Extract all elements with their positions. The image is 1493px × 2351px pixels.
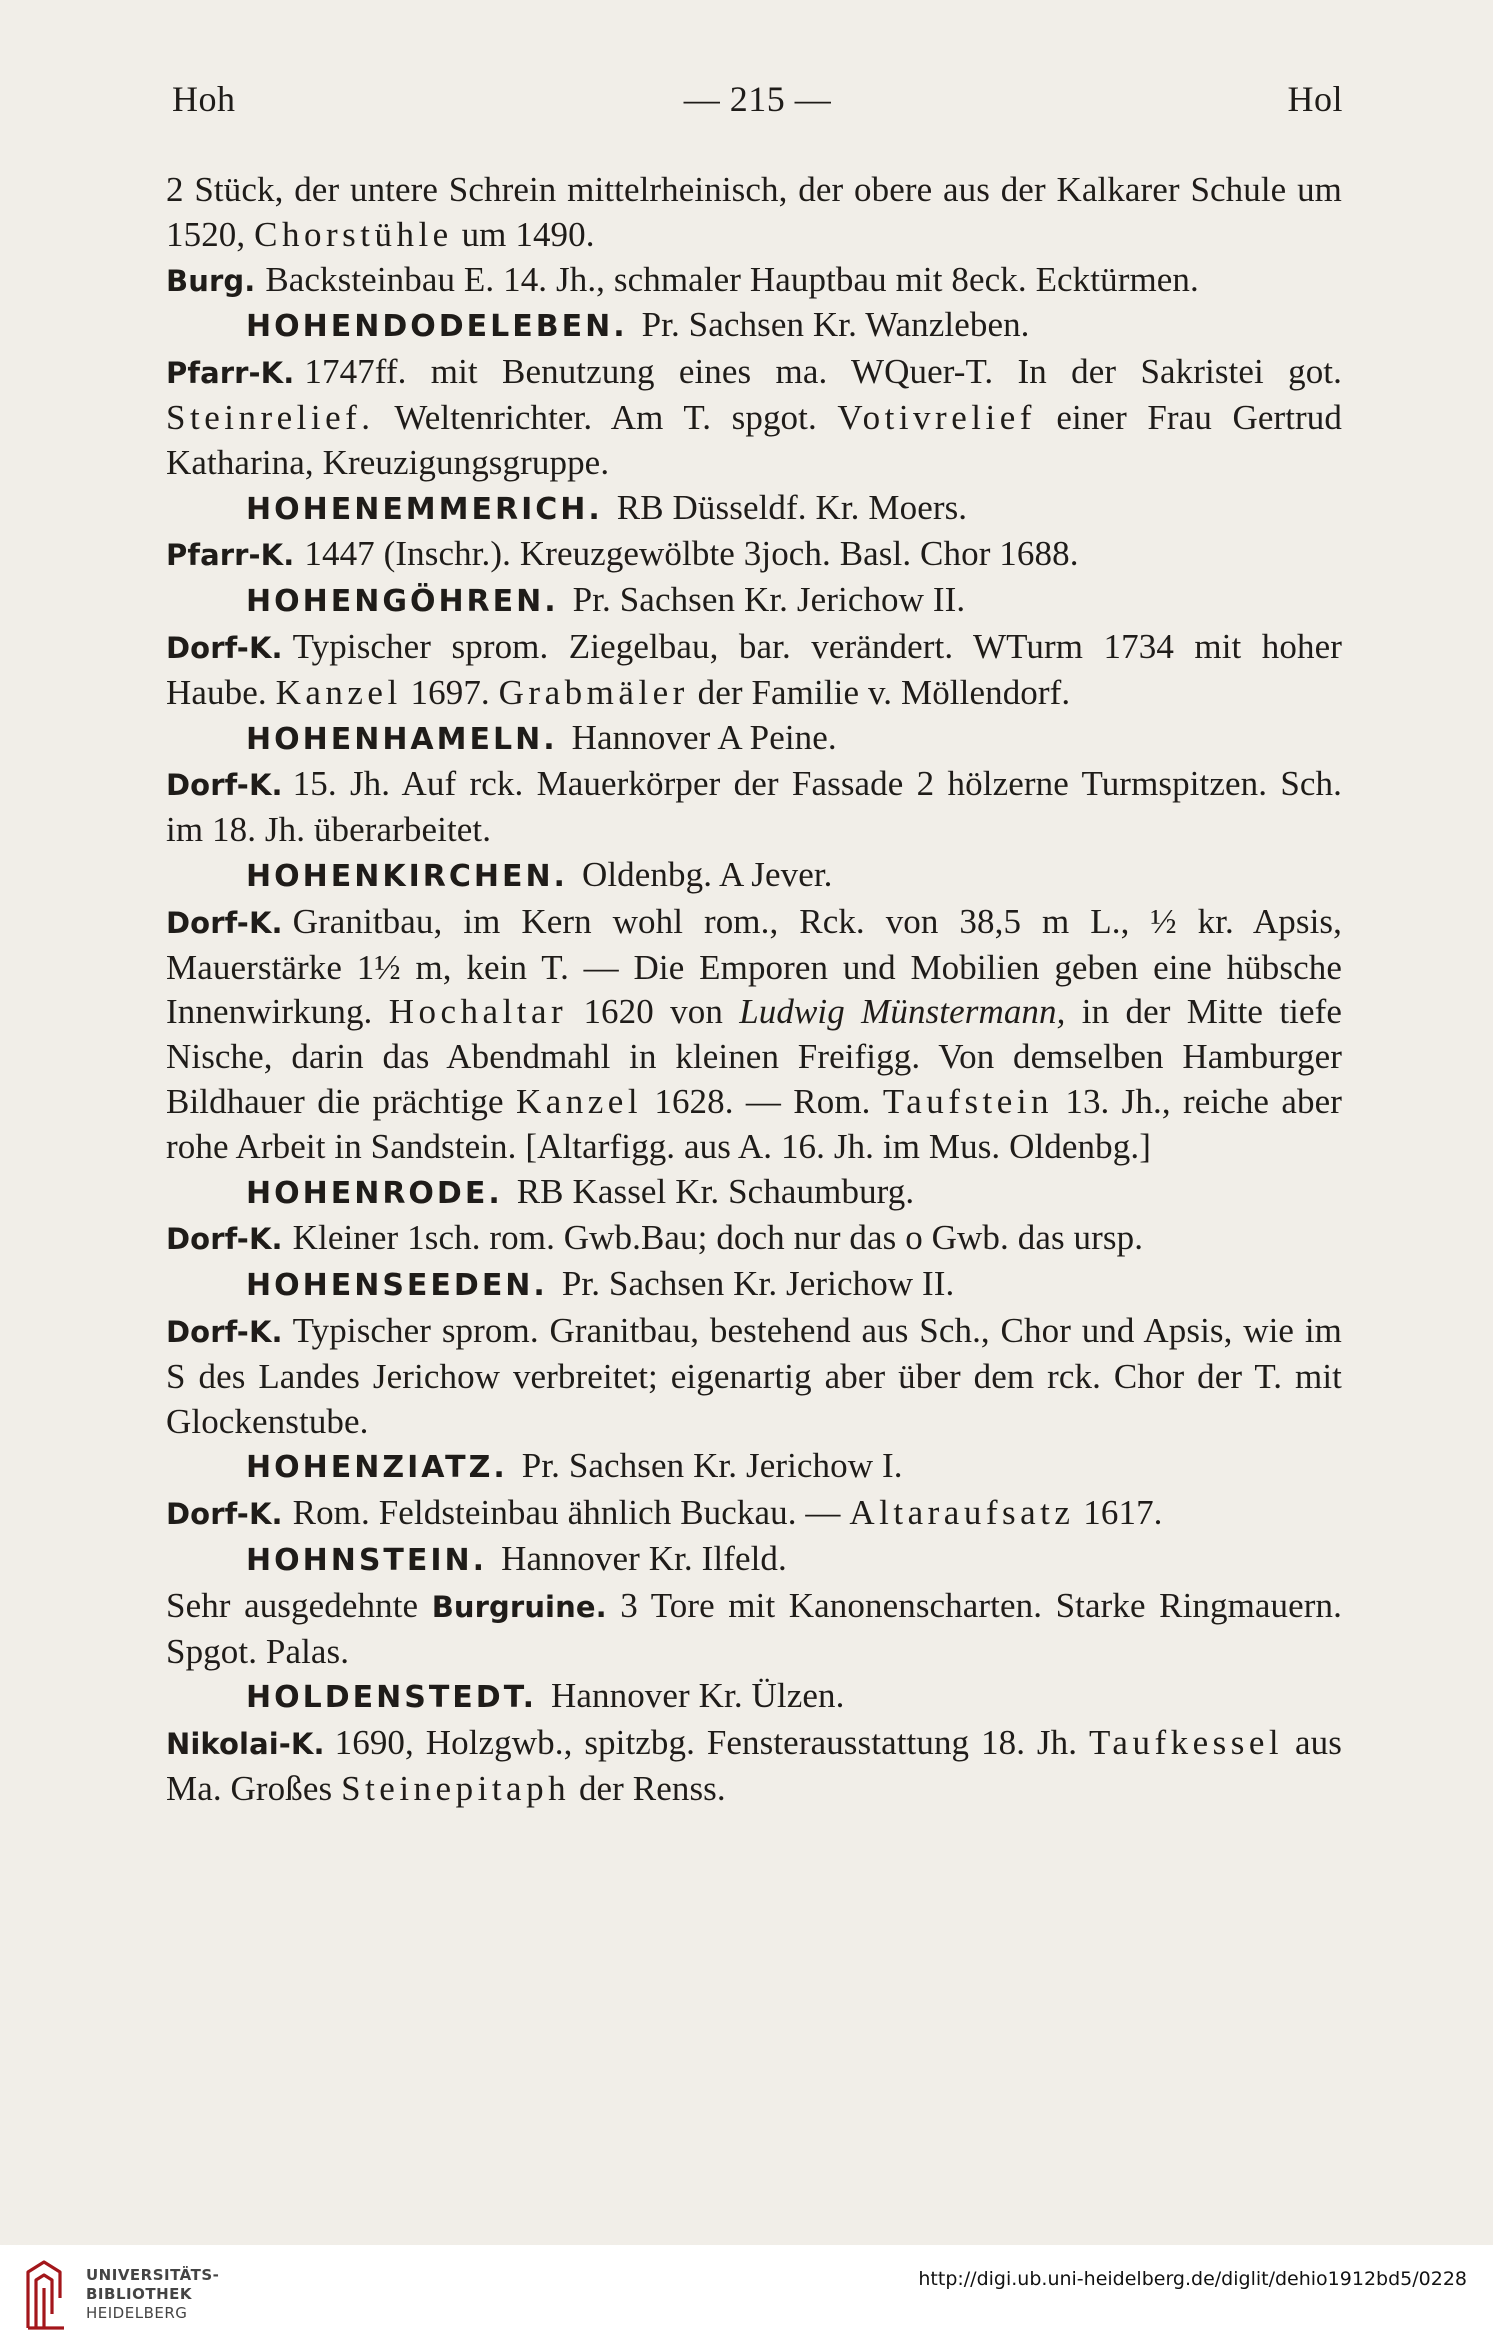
library-logo-text	[86, 2266, 219, 2323]
entry-hohenhameln-text: Dorf-K. 15. Jh. Auf rck. Mauerkörper der Fassade 2 hölzerne Turmspitzen. Sch. im 18. Jh. überarbeitet.	[166, 764, 1342, 850]
entry-hohnstein-text: Sehr ausgedehnte Burgruine. 3 Tore mit Kanonenscharten. Starke Ringmauern. Spgot. Palas.	[166, 1585, 1343, 1671]
entry-hohenemmerich-text: Pfarr-K. 1447 (Inschr.). Kreuzgewölbte 3joch. Basl. Chor 1688.	[166, 534, 1079, 574]
entry-hohendodeleben-heading: HOHENDODELEBEN. Pr. Sachsen Kr. Wanzleben.	[246, 305, 1030, 345]
entry-hohengoehren-text: Dorf-K. Typischer sprom. Ziegelbau, bar. verändert. WTurm 1734 mit hoher Haube. Kanzel 1697. Grabmäler der Familie v. Möllendorf.	[166, 626, 1342, 712]
entry-hohenrode-heading: HOHENRODE. RB Kassel Kr. Schaumburg.	[246, 1171, 915, 1211]
running-head-left: Hoh	[172, 79, 236, 119]
entry-hohenkirchen-heading: HOHENKIRCHEN. Oldenbg. A Jever.	[246, 854, 833, 894]
entry-holdenstedt-text: Nikolai-K. 1690, Holzgwb., spitzbg. Fensterausstattung 18. Jh. Taufkessel aus Ma. Großes Steinepitaph der Renss.	[166, 1723, 1342, 1808]
running-head-right: Hol	[1287, 79, 1343, 119]
entry-hohenhameln-heading: HOHENHAMELN. Hannover A Peine.	[246, 717, 837, 757]
permalink-url[interactable]: http://digi.ub.uni-heidelberg.de/diglit/dehio1912bd5/0228	[918, 2268, 1467, 2290]
entry-hohengoehren-heading: HOHENGÖHREN. Pr. Sachsen Kr. Jerichow II.	[246, 580, 966, 620]
library-logo-icon	[24, 2258, 68, 2332]
logo-line-2: BIBLIOTHEK	[86, 2285, 192, 2303]
entry-hohenrode-text: Dorf-K. Kleiner 1sch. rom. Gwb.Bau; doch nur das o Gwb. das ursp.	[166, 1218, 1144, 1258]
entry-hohenemmerich-heading: HOHENEMMERICH. RB Düsseldf. Kr. Moers.	[246, 487, 968, 527]
logo-line-1: UNIVERSITÄTS-	[86, 2266, 220, 2284]
continued-paragraph: 2 Stück, der untere Schrein mittelrheinisch, der obere aus der Kalkarer Schule um 1520, Chorstühle um 1490.	[166, 170, 1342, 254]
page-body	[166, 168, 1342, 1812]
entry-hohnstein-heading: HOHNSTEIN. Hannover Kr. Ilfeld.	[246, 1538, 787, 1578]
logo-line-3: HEIDELBERG	[86, 2304, 188, 2322]
entry-hohenziatz-text: Dorf-K. Rom. Feldsteinbau ähnlich Buckau. — Altaraufsatz 1617.	[166, 1493, 1163, 1533]
burg-paragraph: Burg. Backsteinbau E. 14. Jh., schmaler Hauptbau mit 8eck. Ecktürmen.	[166, 259, 1199, 299]
entry-hohenseeden-text: Dorf-K. Typischer sprom. Granitbau, bestehend aus Sch., Chor und Apsis, wie im S des Landes Jerichow verbreitet; eigenartig aber über dem rck. Chor der T. mit Glockenstube.	[166, 1310, 1342, 1441]
entry-hohenseeden-heading: HOHENSEEDEN. Pr. Sachsen Kr. Jerichow II.	[246, 1264, 955, 1304]
page-number: — 215 —	[683, 79, 832, 119]
entry-hohendodeleben-text: Pfarr-K. 1747ff. mit Benutzung eines ma. WQuer-T. In der Sakristei got. Steinrelief. Weltenrichter. Am T. spgot. Votivrelief einer Frau Gertrud Katharina, Kreuzigungsgruppe.	[166, 352, 1342, 482]
entry-hohenkirchen-text: Dorf-K. Granitbau, im Kern wohl rom., Rck. von 38,5 m L., ½ kr. Apsis, Mauerstärke 1½ m, kein T. — Die Emporen und Mobilien geben eine hübsche Innenwirkung. Hochaltar 1620 von Ludwig Münstermann, in der Mitte tiefe Nische, darin das Abendmahl in kleinen Freifigg. Von demselben Hamburger Bildhauer die prächtige Kanzel 1628. — Rom. Taufstein 13. Jh., reiche aber rohe Arbeit in Sandstein. [Altarfigg. aus A. 16. Jh. im Mus. Oldenbg.]	[166, 901, 1343, 1166]
entry-hohenziatz-heading: HOHENZIATZ. Pr. Sachsen Kr. Jerichow I.	[246, 1446, 903, 1486]
running-head	[172, 78, 1343, 128]
entry-holdenstedt-heading: HOLDENSTEDT. Hannover Kr. Ülzen.	[246, 1676, 845, 1716]
viewer-footer	[0, 2245, 1493, 2351]
